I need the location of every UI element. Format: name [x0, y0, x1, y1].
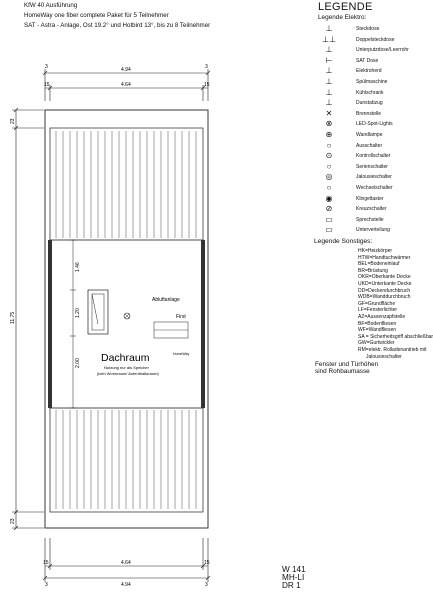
dim-bottom-left-tick: 3 [45, 582, 48, 588]
dim-inner-2: 1.20 [75, 308, 81, 318]
sprechstelle-icon: ▭ [325, 214, 333, 224]
dim-top-right-offset: 15 [204, 82, 210, 88]
steckdose-icon: ⊥ [325, 24, 333, 33]
sonstiges-item: Jalousieschalter [366, 353, 402, 360]
spuelmaschine-icon: ⊥ [325, 77, 333, 86]
legend-item-label: Sprechstelle [356, 216, 384, 223]
plan-code-2: MH-LI [282, 573, 305, 582]
sonstiges-item: SA = Sicherheitsgriff abschließbar [358, 333, 433, 340]
sat-dose-icon: ⊢ [325, 55, 333, 65]
header-line-1: KfW 40 Ausführung [24, 2, 78, 9]
legend-item-label: Brennstelle [356, 110, 382, 117]
sonstiges-item: GW=Gurtwickler [358, 340, 395, 347]
legend-item-label: Doppelsteckdose [356, 36, 395, 43]
dim-left-bottom-eave: 23 [10, 518, 16, 524]
kreuzschalter-icon: ⊘ [325, 204, 333, 214]
sonstiges-item: BR=Brüstung [358, 267, 388, 274]
elektroherd-icon: ⊥ [325, 66, 333, 76]
sonstiges-item: BF=Bodenfliesen [358, 320, 397, 327]
room-wall-left [48, 240, 52, 408]
sonstiges-item: LF=Fensterlichter [358, 307, 398, 314]
abluft-label: Abluftanlage [152, 297, 180, 303]
legend-item-label: Wechselschalter [356, 185, 393, 191]
kuehlschrank-icon: ⊥ [325, 87, 333, 97]
plan-code-3: DR 1 [282, 581, 301, 590]
legend-item-label: Klingeltaster [356, 195, 384, 202]
dim-bottom-outer: 4.94 [121, 582, 131, 588]
legend-item-label: Dunstabzug [356, 100, 383, 107]
sonstiges-item: GF=Grundfläche [358, 300, 396, 307]
legend-subtitle: Legende Elektro: [318, 14, 367, 21]
note-line-1: Fenster und Türhöhen [315, 361, 379, 368]
dunstabzug-icon: ⊥ [325, 98, 333, 108]
dim-top-left-offset: 15 [44, 82, 50, 88]
legend-item-label: Unterputzdose/Leerrohr [356, 47, 409, 54]
roof-hatch-bottom [56, 410, 196, 509]
sonstiges-item: HTW=Handtuchwärmer [358, 254, 411, 261]
legend-item-label: Spülmaschine [356, 79, 388, 85]
legend-item-label: LED-Spot-Lights [356, 121, 393, 128]
sonstiges-item: UKD=Unterkante Decke [358, 281, 412, 287]
sonstiges-title: Legende Sonstiges: [314, 238, 373, 245]
jalousieschalter-icon: ◎ [325, 172, 333, 182]
doppelsteckdose-icon: ⊥⊥ [322, 34, 336, 44]
sonstiges-item: WDB=Wanddurchbruch [358, 294, 411, 301]
dim-top-outer: 4.94 [121, 67, 131, 73]
dim-top-left-tick: 3 [45, 64, 48, 70]
legend-item-label: Unterverteilung [356, 227, 390, 234]
note-line-2: sind Rohbaumasse [315, 368, 370, 375]
room-name: Dachraum [101, 352, 150, 364]
dim-left-overall: 11.75 [10, 311, 16, 324]
unterputzdose-icon: ⊥ [325, 45, 333, 55]
legend-item-label: Kühlschrank [356, 89, 384, 96]
dim-top-right-tick: 3 [205, 64, 208, 70]
led-spot-icon: ⊗ [325, 119, 333, 129]
room-sub-2: (kein Wohnraum/ Aufenthaltsraum) [97, 371, 159, 376]
legend-item-label: Kreuzschalter [356, 206, 387, 213]
wandlampe-icon: ⊕ [325, 130, 333, 139]
dim-bottom-right-tick: 3 [205, 582, 208, 588]
legend-item-label: Jalousieschalter [356, 174, 392, 181]
legend-item-label: Ausschalter [356, 142, 383, 149]
legend-item-label: SAT Dose [356, 57, 379, 64]
ausschalter-icon: ○ [326, 140, 332, 150]
roof-hatch-top [56, 131, 196, 238]
kontrollschalter-icon: ⊙ [325, 151, 333, 161]
first-label: First [176, 314, 186, 320]
left-dimensions [12, 108, 44, 530]
room-wall-right [201, 240, 205, 408]
legend-item-label: Steckdose [356, 26, 380, 32]
dim-inner-3: 2.00 [75, 358, 81, 368]
plan-small-note: HomeWay [173, 352, 190, 356]
serienschalter-icon: ○ [326, 161, 332, 171]
unterverteilung-icon: ▭ [325, 225, 333, 235]
brennstelle-icon: ✕ [325, 108, 333, 118]
legend-title: LEGENDE [318, 1, 373, 13]
legend-item-label: Elektroherd [356, 68, 382, 75]
sonstiges-item: DD=Deckendurchbruch [358, 287, 411, 294]
plan-code-1: W 141 [282, 565, 306, 574]
legend-item-label: Kontrollschalter [356, 153, 391, 160]
legend-item-label: Wandlampe [356, 132, 383, 138]
dim-bottom-right-offset: 15 [204, 560, 210, 566]
sonstiges-item: OKR=Oberkante Decke [358, 274, 411, 281]
sonstiges-item: WF=Wandfliesen [358, 327, 397, 334]
legend-item-label: Serienschalter [356, 163, 388, 170]
dim-top-inner: 4.64 [121, 82, 131, 88]
dim-left-top-eave: 23 [10, 118, 16, 124]
sonstiges-item: RM=elektr. Rolladenantrieb mit [358, 347, 427, 353]
dim-bottom-inner: 4.64 [121, 560, 131, 566]
header-line-2: HomeWay one fiber complete Paket für 5 Teilnehmer [24, 12, 169, 19]
sonstiges-item: HK=Heizkörper [358, 248, 393, 254]
room-sub-1: Nutzung nur als Speicher [104, 365, 149, 370]
header-line-3: SAT - Astra - Anlage, Ost 19.2° und Hotbird 13°, bis zu 8 Teilnehmer [24, 22, 211, 29]
sonstiges-item: BEL=Bodeneinlauf [358, 261, 400, 268]
wechselschalter-icon: ○ [326, 183, 332, 192]
dim-bottom-left-offset: 15 [43, 560, 49, 566]
klingeltaster-icon: ◉ [325, 193, 333, 203]
dim-inner-1: 1.46 [75, 262, 81, 272]
sonstiges-item: AZ=Aussenzapfstelle [358, 314, 406, 320]
